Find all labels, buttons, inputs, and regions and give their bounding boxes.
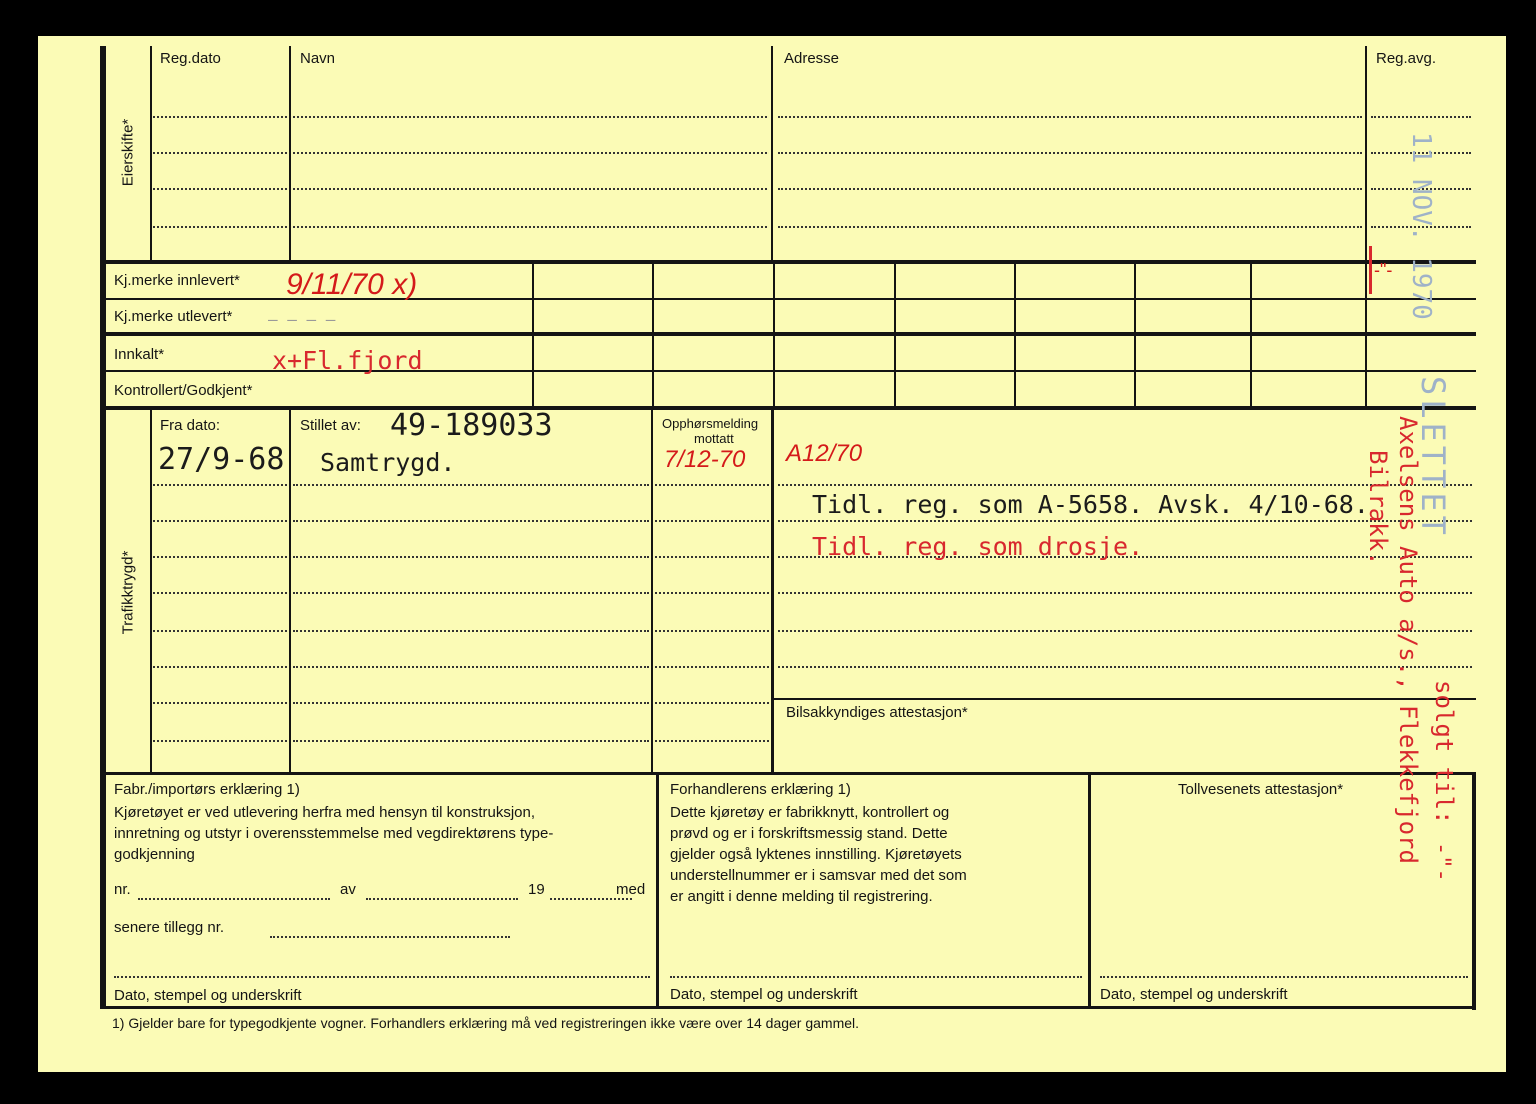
col-line-d [1365,46,1367,408]
dotted-line [1100,976,1468,978]
header-navn: Navn [300,50,336,67]
fabr-line: Kjøretøyet er ved utlevering herfra med hensyn til konstruksjon, [114,804,536,821]
dotted-line [293,188,767,190]
dotted-line [778,666,1472,668]
decl-div-2 [1088,775,1091,1008]
forh-signature-label: Dato, stempel og underskrift [670,986,858,1003]
note-black: Tidl. reg. som A-5658. Avsk. 4/10-68. [812,490,1369,519]
traffic-col-a [150,410,152,774]
col-line-a [150,46,152,262]
fra-dato-value: 27/9-68 [158,442,285,477]
forh-line: er angitt i denne melding til registrering. [670,888,933,905]
fra-dato-label: Fra dato: [160,417,221,434]
solgt-line-2: Axelsens Auto a/s., Flekkefjord [1394,416,1422,864]
grid-v7 [1250,264,1252,408]
dotted-line [1371,116,1471,118]
dotted-line [293,666,649,668]
dotted-line [153,520,287,522]
row-label-kontrollert: Kontrollert/Godkjent* [114,382,253,399]
nineteen-label: 19 [528,881,545,898]
dotted-line [293,226,767,228]
dotted-line [778,592,1472,594]
dotted-line [655,702,769,704]
toll-title: Tollvesenets attestasjon* [1178,781,1344,798]
dotted-line [293,592,649,594]
grid-v2 [652,264,654,408]
dotted-line [778,116,1362,118]
hline-1 [100,260,1476,264]
dotted-line [153,226,287,228]
header-reg-avg: Reg.avg. [1376,50,1437,67]
dotted-line [138,898,330,900]
footnote: 1) Gjelder bare for typegodkjente vogner. Forhandlers erklæring må ved registreringen ikke være over 14 dager gammel. [112,1015,860,1031]
traffic-col-b [289,410,291,774]
col-line-b [289,46,291,262]
grid-v4 [894,264,896,408]
utlevert-value: — — — — [268,310,336,329]
dotted-line [153,116,287,118]
forh-line: gjelder også lyktenes innstilling. Kjøretøyets [670,846,962,863]
stillet-av-value: 49-189033 [390,408,553,443]
red-tick [1369,246,1372,294]
decl-right [1472,772,1476,1010]
dotted-line [153,152,287,154]
dotted-line [655,740,769,742]
registration-card [38,36,1506,1072]
nr-label: nr. [114,881,131,898]
dotted-line [655,484,769,486]
forh-line: understellnummer er i samsvar med det som [670,867,967,884]
dotted-line [293,556,649,558]
grid-v5 [1014,264,1016,408]
forh-text [670,802,967,907]
forh-line: prøvd og er i forskriftsmessig stand. Dette [670,825,948,842]
bilsak-line [774,698,1476,700]
dotted-line [293,740,649,742]
row-label-innkalt: Innkalt* [114,346,165,363]
grid-v1 [532,264,534,408]
hline-3 [100,332,1476,336]
solgt-line-1: solgt til: [1430,680,1458,825]
dotted-line [270,936,510,938]
dotted-line [655,520,769,522]
senere-label: senere tillegg nr. [114,919,225,936]
traffic-col-c [651,410,653,774]
bilsakkyndiges-label: Bilsakkyndiges attestasjon* [786,704,968,721]
dotted-line [293,484,649,486]
dotted-line [550,898,632,900]
innlevert-value: 9/11/70 x) [286,268,418,301]
header-adresse: Adresse [784,50,840,67]
row-label-utlevert: Kj.merke utlevert* [114,308,233,325]
solgt-ditto: -"- [1429,842,1454,882]
dotted-line [655,666,769,668]
ditto-mark: -"- [1374,260,1393,280]
traffic-col-d [771,410,774,774]
opphor-date: 7/12-70 [664,446,746,473]
slettet-stamp: SLETTET [1414,376,1452,539]
dotted-line [153,702,287,704]
opphor-label-2: mottatt [694,431,734,446]
header-reg-dato: Reg.dato [160,50,221,67]
fabr-line: innretning og utstyr i overensstemmelse med vegdirektørens type- [114,825,554,842]
dotted-line [778,152,1362,154]
col-line-c [771,46,773,262]
stillet-av-label: Stillet av: [300,417,361,434]
left-border [100,46,106,1008]
fabr-text [114,802,553,865]
grid-v3 [773,264,775,408]
dotted-line [153,556,287,558]
a-mark: A12/70 [786,440,863,467]
fabr-title: Fabr./importørs erklæring 1) [114,781,300,798]
dotted-line [670,976,1082,978]
decl-div-1 [656,775,659,1008]
hline-5 [100,406,1476,410]
trafikktrygd-label: Trafikktrygd* [119,550,137,635]
dotted-line [655,556,769,558]
fabr-signature-label: Dato, stempel og underskrift [114,987,302,1004]
dotted-line [153,666,287,668]
dotted-line [655,630,769,632]
dotted-line [153,188,287,190]
dotted-line [153,740,287,742]
innkalt-value: x+Fl.fjord [272,346,423,375]
dotted-line [778,188,1362,190]
decl-top [100,772,1476,775]
dotted-line [293,630,649,632]
opphor-label-1: Opphørsmelding [662,416,759,431]
date-stamp: 11 NOV. 1970 [1406,132,1436,320]
av-label: av [340,881,356,898]
dotted-line [114,976,650,978]
forh-title: Forhandlerens erklæring 1) [670,781,851,798]
med-label: med [616,881,646,898]
dotted-line [778,630,1472,632]
dotted-line [778,226,1362,228]
dotted-line [293,702,649,704]
toll-signature-label: Dato, stempel og underskrift [1100,986,1288,1003]
decl-bottom [100,1006,1476,1009]
row-label-innlevert: Kj.merke innlevert* [114,272,240,289]
dotted-line [153,484,287,486]
dotted-line [366,898,518,900]
dotted-line [293,116,767,118]
dotted-line [153,630,287,632]
note-red: Tidl. reg. som drosje. [812,532,1144,561]
fabr-line: godkjenning [114,846,195,863]
dotted-line [153,592,287,594]
dotted-line [293,152,767,154]
dotted-line [655,592,769,594]
solgt-line-3: Bilrakk. [1364,450,1392,566]
forh-line: Dette kjøretøy er fabrikknytt, kontrollert og [670,804,950,821]
grid-v6 [1134,264,1136,408]
eierskifte-label: Eierskifte* [119,118,137,187]
insurer-value: Samtrygd. [320,448,456,477]
dotted-line [293,520,649,522]
